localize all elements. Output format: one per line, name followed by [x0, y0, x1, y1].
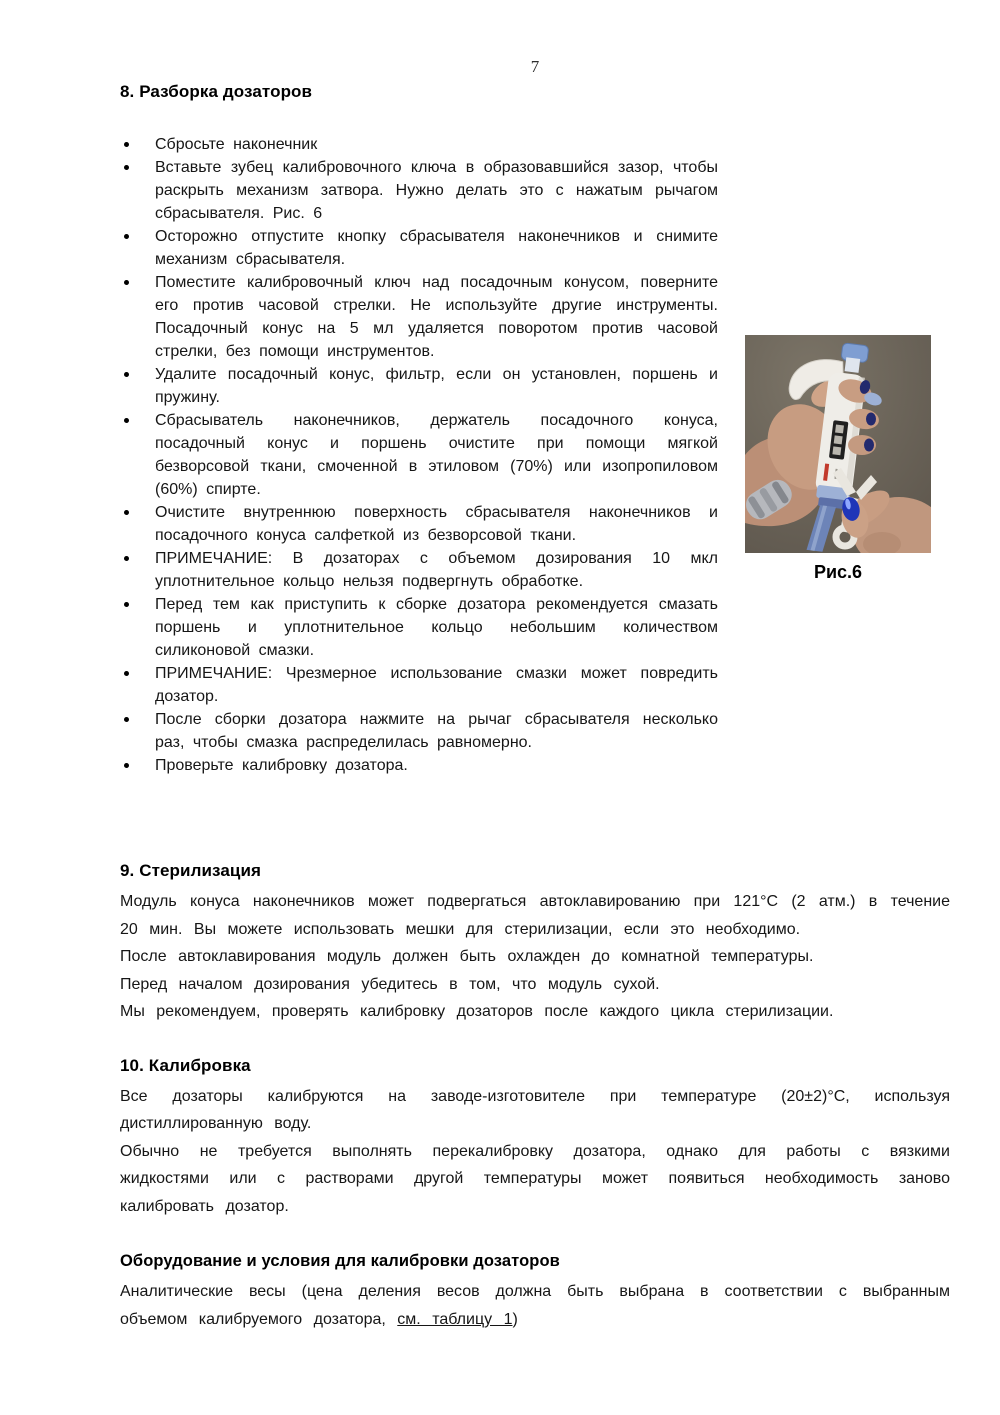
paragraph: Перед началом дозирования убедитесь в том, что модуль сухой.	[120, 975, 660, 993]
section-10-body	[120, 1083, 950, 1221]
section-8-heading: 8. Разборка дозаторов	[120, 82, 313, 101]
equipment-text-close: )	[512, 1310, 518, 1328]
disassembly-bullet-list	[120, 133, 718, 777]
bullet-item: Вставьте зубец калибровочного ключа в образовавшийся зазор, чтобы раскрыть механизм затвора. Нужно делать это с нажатым рычагом сбрасывателя. Рис. 6	[120, 156, 718, 225]
section-9-body	[120, 888, 950, 1026]
section-9-heading: 9. Стерилизация	[120, 861, 262, 880]
bullet-item: После сборки дозатора нажмите на рычаг сбрасывателя несколько раз, чтобы смазка распределилась равномерно.	[120, 708, 718, 754]
equipment-body	[120, 1278, 950, 1333]
table-1-reference-link[interactable]: см. таблицу 1	[397, 1310, 513, 1328]
bullet-item: Сбросьте наконечник	[120, 133, 718, 156]
section-10-heading: 10. Калибровка	[120, 1055, 251, 1075]
paragraph: Все дозаторы калибруются на заводе-изготовителе при температуре (20±2)°С, используя дистиллированную воду.	[120, 1087, 950, 1132]
figure-6-caption: Рис.6	[813, 562, 863, 582]
bullet-item: Проверьте калибровку дозатора.	[120, 754, 718, 777]
figure-6-photo	[745, 335, 931, 553]
bullet-item: ПРИМЕЧАНИЕ: Чрезмерное использование смазки может повредить дозатор.	[120, 662, 718, 708]
bullet-item: Очистите внутреннюю поверхность сбрасывателя наконечников и посадочного конуса салфеткой из безворсовой ткани.	[120, 501, 718, 547]
paragraph: Модуль конуса наконечников может подвергаться автоклавированию при 121°С (2 атм.) в течение 20 мин. Вы можете использовать мешки для стерилизации, если это необходимо.	[120, 893, 950, 938]
bullet-item: Удалите посадочный конус, фильтр, если он установлен, поршень и пружину.	[120, 363, 718, 409]
bullet-item: Осторожно отпустите кнопку сбрасывателя наконечников и снимите механизм сбрасывателя.	[120, 225, 718, 271]
bullet-item: ПРИМЕЧАНИЕ: В дозаторах с объемом дозирования 10 мкл уплотнительное кольцо нельзя подвергнуть обработке.	[120, 547, 718, 593]
bullet-item: Сбрасыватель наконечников, держатель посадочного конуса, посадочный конус и поршень очистите при помощи мягкой безворсовой ткани, смоченной в этиловом (70%) или изопропиловом (60%) спирте.	[120, 409, 718, 501]
equipment-heading: Оборудование и условия для калибровки дозаторов	[120, 1252, 560, 1270]
paragraph: Мы рекомендуем, проверять калибровку дозаторов после каждого цикла стерилизации.	[120, 1003, 834, 1020]
paragraph	[120, 1278, 950, 1333]
page-number: 7	[530, 57, 540, 76]
page-content	[120, 82, 950, 1333]
paragraph: Обычно не требуется выполнять перекалибровку дозатора, однако для работы с вязкими жидкостями или с растворами другой температуры может появиться необходимость заново калибровать дозатор.	[120, 1142, 950, 1215]
bullet-item: Перед тем как приступить к сборке дозатора рекомендуется смазать поршень и уплотнительное кольцо небольшим количеством силиконовой смазки.	[120, 593, 718, 662]
equipment-text: Аналитические весы (цена деления весов должна быть выбрана в соответствии с выбранным объемом калибруемого дозатора,	[120, 1283, 950, 1328]
figure-6	[745, 335, 931, 583]
paragraph: После автоклавирования модуль должен быть охлажден до комнатной температуры.	[120, 948, 814, 965]
bullet-item: Поместите калибровочный ключ над посадочным конусом, поверните его против часовой стрелки. Не используйте другие инструменты. Посадочный конус на 5 мл удаляется поворотом против часовой стрелки, без помощи инструментов.	[120, 271, 718, 363]
